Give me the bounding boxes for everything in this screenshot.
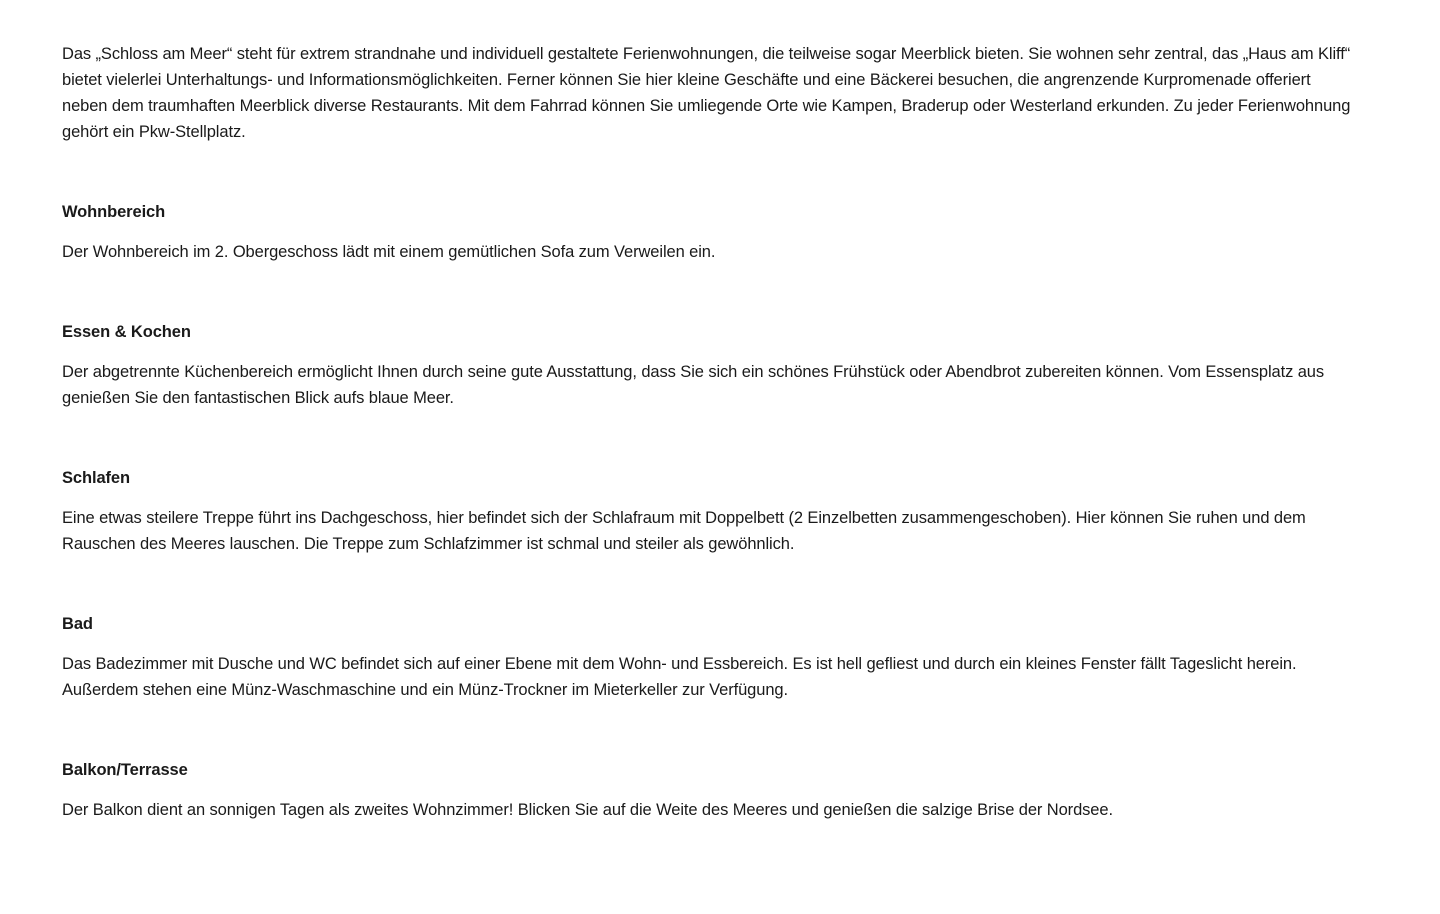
section-heading: Essen & Kochen (62, 323, 191, 341)
section-paragraph: Der Balkon dient an sonnigen Tagen als zweites Wohnzimmer! Blicken Sie auf die Weite des Meeres und genießen die salzige Brise der Nordsee. (62, 801, 1113, 819)
section-wohnbereich (62, 199, 1352, 265)
document-body (62, 41, 1352, 823)
section-paragraph: Der abgetrennte Küchenbereich ermöglicht Ihnen durch seine gute Ausstattung, dass Sie sich ein schönes Frühstück oder Abendbrot zubereiten können. Vom Essensplatz aus genießen Sie den fantastischen Blick aufs blaue Meer. (62, 363, 1325, 407)
section-paragraph: Das Badezimmer mit Dusche und WC befindet sich auf einer Ebene mit dem Wohn- und Essbereich. Es ist hell gefliest und durch ein kleines Fenster fällt Tageslicht herein. Außerdem stehen eine Münz-Waschmaschine und ein Münz-Trockner im Mieterkeller zur Verfügung. (62, 655, 1297, 699)
section-schlafen (62, 465, 1352, 557)
section-heading: Bad (62, 615, 93, 633)
section-bad (62, 611, 1352, 703)
section-paragraph: Der Wohnbereich im 2. Obergeschoss lädt mit einem gemütlichen Sofa zum Verweilen ein. (62, 243, 716, 261)
section-heading: Schlafen (62, 469, 130, 487)
section-heading: Wohnbereich (62, 203, 166, 221)
section-heading: Balkon/Terrasse (62, 761, 188, 779)
section-essen-kochen (62, 319, 1352, 411)
section-paragraph: Eine etwas steilere Treppe führt ins Dachgeschoss, hier befindet sich der Schlafraum mit Doppelbett (2 Einzelbetten zusammengeschoben). Hier können Sie ruhen und dem Rauschen des Meeres lauschen. Die Treppe zum Schlafzimmer ist schmal und steiler als gewöhnlich. (62, 509, 1306, 553)
intro-paragraph: Das „Schloss am Meer“ steht für extrem strandnahe und individuell gestaltete Ferienwohnungen, die teilweise sogar Meerblick bieten. Sie wohnen sehr zentral, das „Haus am Kliff“ bietet vielerlei Unterhaltungs- und Informationsmöglichkeiten. Ferner können Sie hier kleine Geschäfte und eine Bäckerei besuchen, die angrenzende Kurpromenade offeriert neben dem traumhaften Meerblick diverse Restaurants. Mit dem Fahrrad können Sie umliegende Orte wie Kampen, Braderup oder Westerland erkunden. Zu jeder Ferienwohnung gehört ein Pkw-Stellplatz. (62, 45, 1351, 141)
section-balkon-terrasse (62, 757, 1352, 823)
